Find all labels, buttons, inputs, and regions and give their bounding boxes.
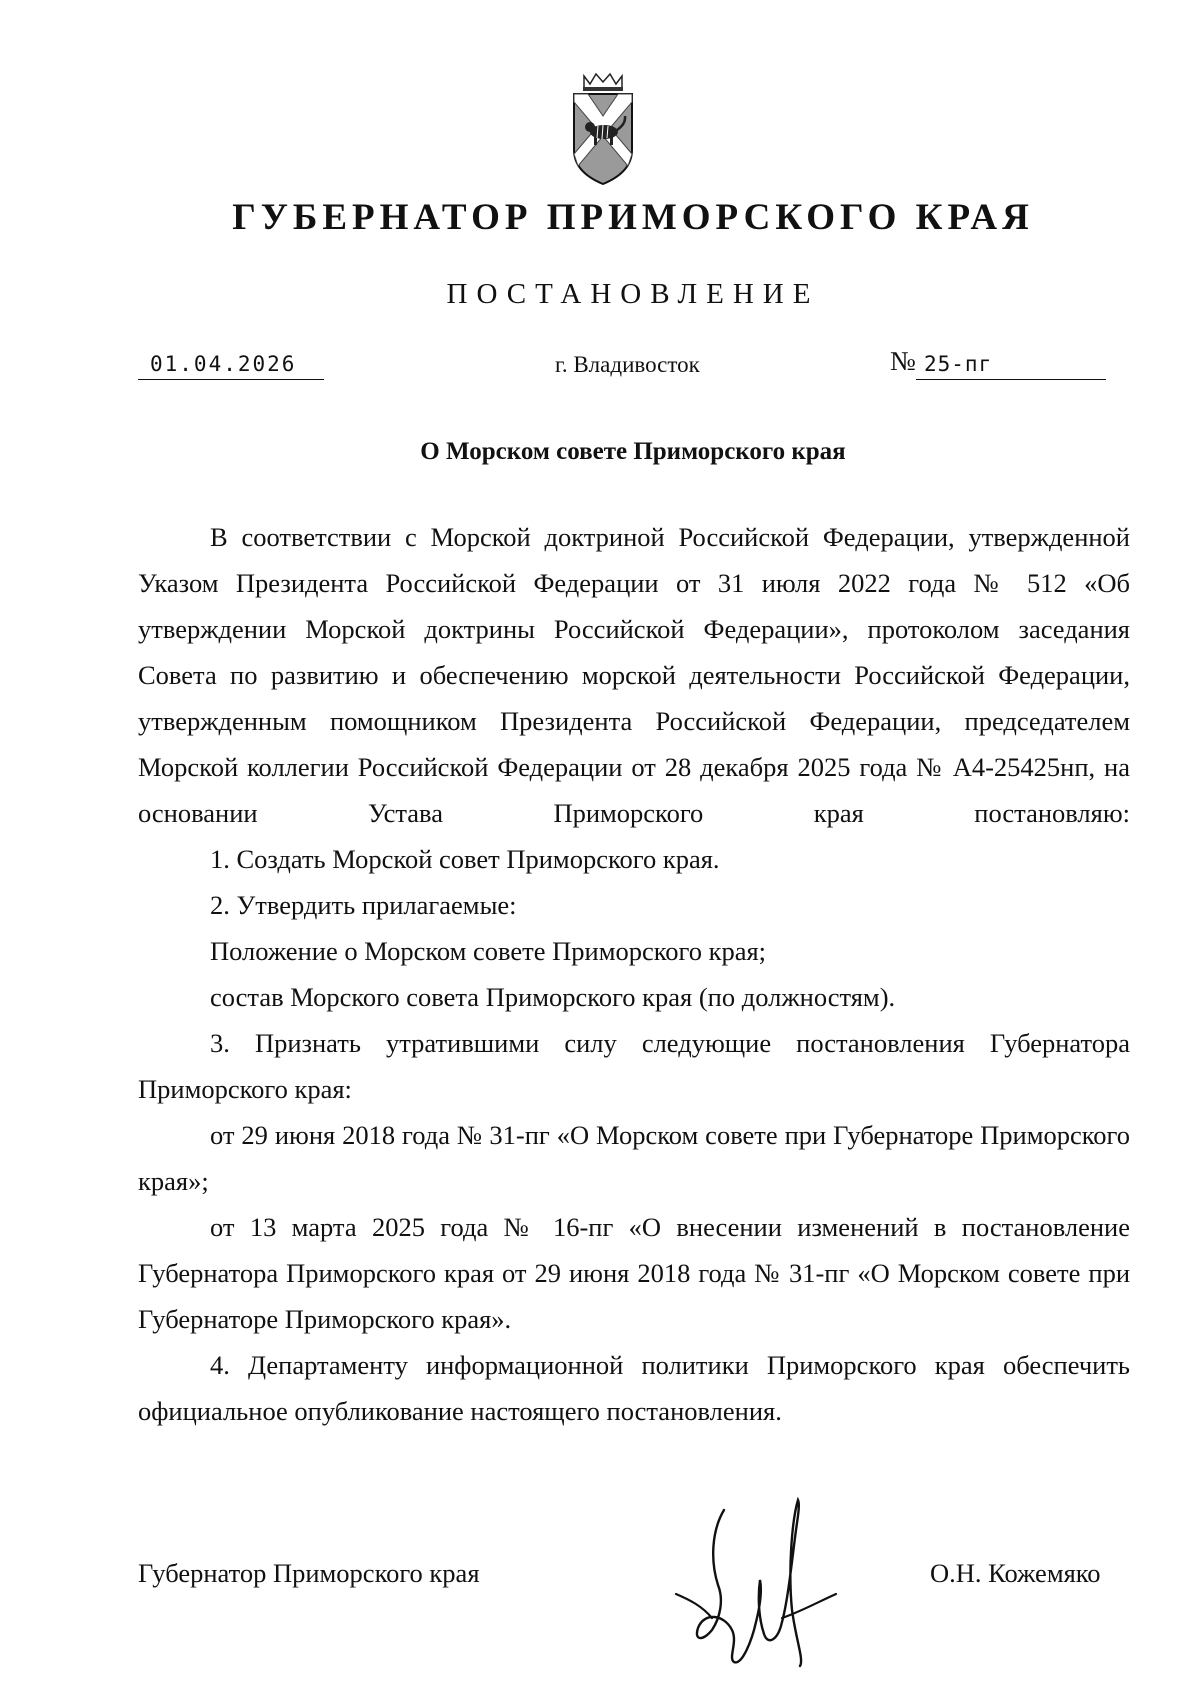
clause-3-item-2: от 13 марта 2025 года № 16-пг «О внесении изменений в постановление Губернатора Приморского края от 29 июня 2018 года № 31-пг «О Морском совете при Губернаторе Приморского края».: [138, 1212, 1130, 1334]
issuing-authority: ГУБЕРНАТОР ПРИМОРСКОГО КРАЯ: [232, 197, 1034, 238]
coat-of-arms-icon: [570, 72, 636, 188]
document-subject: О Морском совете Приморского края: [420, 438, 846, 465]
clause-2: 2. Утвердить прилагаемые:: [210, 890, 517, 920]
clause-3-item-1: от 29 июня 2018 года № 31-пг «О Морском совете при Губернаторе Приморского края»;: [138, 1120, 1130, 1196]
document-type: ПОСТАНОВЛЕНИЕ: [446, 278, 820, 310]
preamble-paragraph: В соответствии с Морской доктриной Российской Федерации, утвержденной Указом Президента Российской Федерации от 31 июля 2022 года № 512 «Об утверждении Морской доктрины Российской Федерации», протоколом заседания Совета по развитию и обеспечению морской деятельности Российской Федерации, утвержденным помощником Президента Российской Федерации, председателем Морской коллегии Российской Федерации от 28 декабря 2025 года № А4-25425нп, на основании Устава Приморского края постановляю:: [138, 522, 1130, 828]
clause-4: 4. Департаменту информационной политики Приморского края обеспечить официальное опубликование настоящего постановления.: [138, 1350, 1130, 1426]
document-number: 25-пг: [916, 350, 1106, 380]
document-date: 01.04.2026: [138, 350, 324, 380]
signatory-title: Губернатор Приморского края: [138, 1558, 480, 1588]
signature-icon: [672, 1490, 842, 1670]
document-city: г. Владивосток: [555, 352, 700, 377]
signatory-name: О.Н. Кожемяко: [930, 1558, 1101, 1588]
clause-2-item-regulation: Положение о Морском совете Приморского края;: [210, 936, 767, 966]
clause-3: 3. Признать утратившими силу следующие постановления Губернатора Приморского края:: [138, 1028, 1130, 1104]
clause-2-item-composition: состав Морского совета Приморского края (по должностям).: [210, 982, 896, 1012]
document-body: [138, 514, 1130, 1434]
clause-1: 1. Создать Морской совет Приморского края.: [210, 844, 720, 874]
number-sign: №: [890, 346, 916, 376]
